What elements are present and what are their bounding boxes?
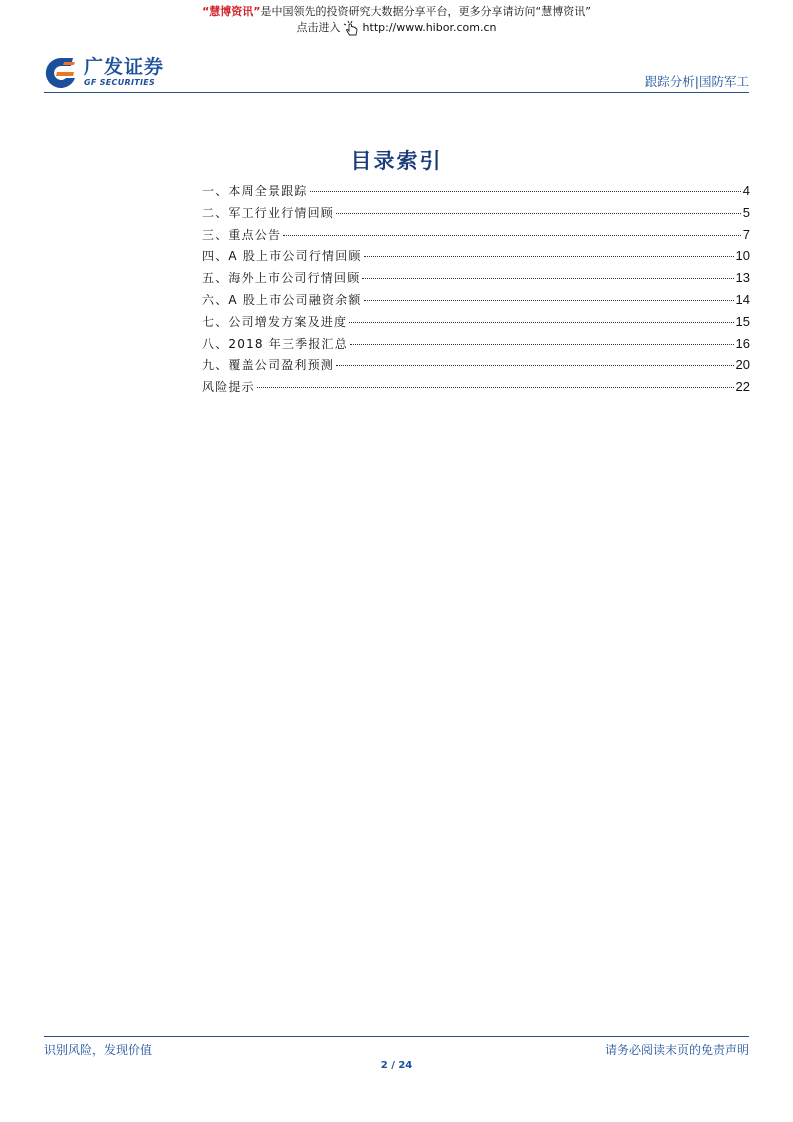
promo-text: 是中国领先的投资研究大数据分享平台，更多分享请访问 [260,5,536,18]
toc-entry-label: 五、海外上市公司行情回顾 [202,271,361,286]
toc-leader-dots [362,278,733,279]
brand-quote-open: “ [202,5,210,18]
toc-entry-page: 15 [735,313,750,329]
brand-name-2[interactable]: “慧博资讯” [535,5,591,18]
toc-entry[interactable] [202,376,750,398]
toc-entry[interactable] [202,311,750,333]
footer-slogan: 识别风险，发现价值 [44,1043,153,1057]
toc-entry-page: 4 [742,183,750,198]
brand-quote-close: ” [253,5,261,18]
toc-entry-label: 九、覆盖公司盈利预测 [202,358,335,373]
toc-entry[interactable] [202,202,750,224]
gf-logo-icon [44,56,78,90]
toc-entry[interactable] [202,180,750,202]
toc-leader-dots [364,256,734,257]
toc-leader-dots [336,213,741,214]
toc-leader-dots [310,191,741,192]
toc-entry-page: 20 [735,357,750,373]
logo-chinese-name: 广发证券 [84,56,165,78]
toc-entry[interactable] [202,267,750,289]
enter-prefix: 点击进入 [296,21,341,34]
toc-entry-label: 三、重点公告 [202,227,282,242]
toc-entry[interactable] [202,245,750,267]
toc-entry-label: 七、公司增发方案及进度 [202,314,348,329]
toc-entry-label: 风险提示 [202,380,255,395]
toc-entry-label: 一、本周全景跟踪 [202,184,308,198]
toc-leader-dots [257,387,734,388]
toc-entry-page: 22 [735,379,750,395]
toc-entry-page: 5 [742,204,750,220]
toc-entry-label: 二、军工行业行情回顾 [202,205,335,220]
toc-leader-dots [283,235,741,236]
toc-entry-label: 六、A 股上市公司融资余额 [202,292,362,307]
toc-leader-dots [336,365,734,366]
toc-list [202,180,750,398]
toc-entry-page: 14 [735,291,750,307]
toc-entry[interactable] [202,224,750,246]
toc-entry[interactable] [202,333,750,355]
footer-disclaimer-note: 请务必阅读末页的免责声明 [604,1043,749,1057]
toc-leader-dots [364,300,734,301]
toc-title: 目录索引 [350,148,443,173]
toc-entry-label: 四、A 股上市公司行情回顾 [202,249,362,264]
toc-entry-label: 八、2018 年三季报汇总 [202,336,348,351]
pointer-hand-icon [343,20,361,36]
toc-entry[interactable] [202,289,750,311]
logo-english-name: GF SECURITIES [84,78,156,87]
toc-leader-dots [350,344,734,345]
toc-leader-dots [349,322,733,323]
header-divider [44,92,749,93]
promo-banner [0,4,793,36]
toc-entry-page: 10 [735,248,750,264]
report-section-label: 跟踪分析|国防军工 [644,74,749,89]
toc-entry-page: 13 [735,270,750,286]
toc-entry-page: 16 [735,335,750,351]
promo-line-1 [0,4,793,20]
promo-line-2 [0,20,793,36]
gf-securities-logo [44,56,174,92]
site-url-link[interactable]: http://www.hibor.com.cn [362,21,497,34]
toc-entry-page: 7 [742,226,750,242]
brand-name[interactable]: 慧博资讯 [209,5,254,18]
page-number: 2 / 24 [380,1060,413,1071]
footer-divider [44,1036,749,1037]
toc-entry[interactable] [202,354,750,376]
